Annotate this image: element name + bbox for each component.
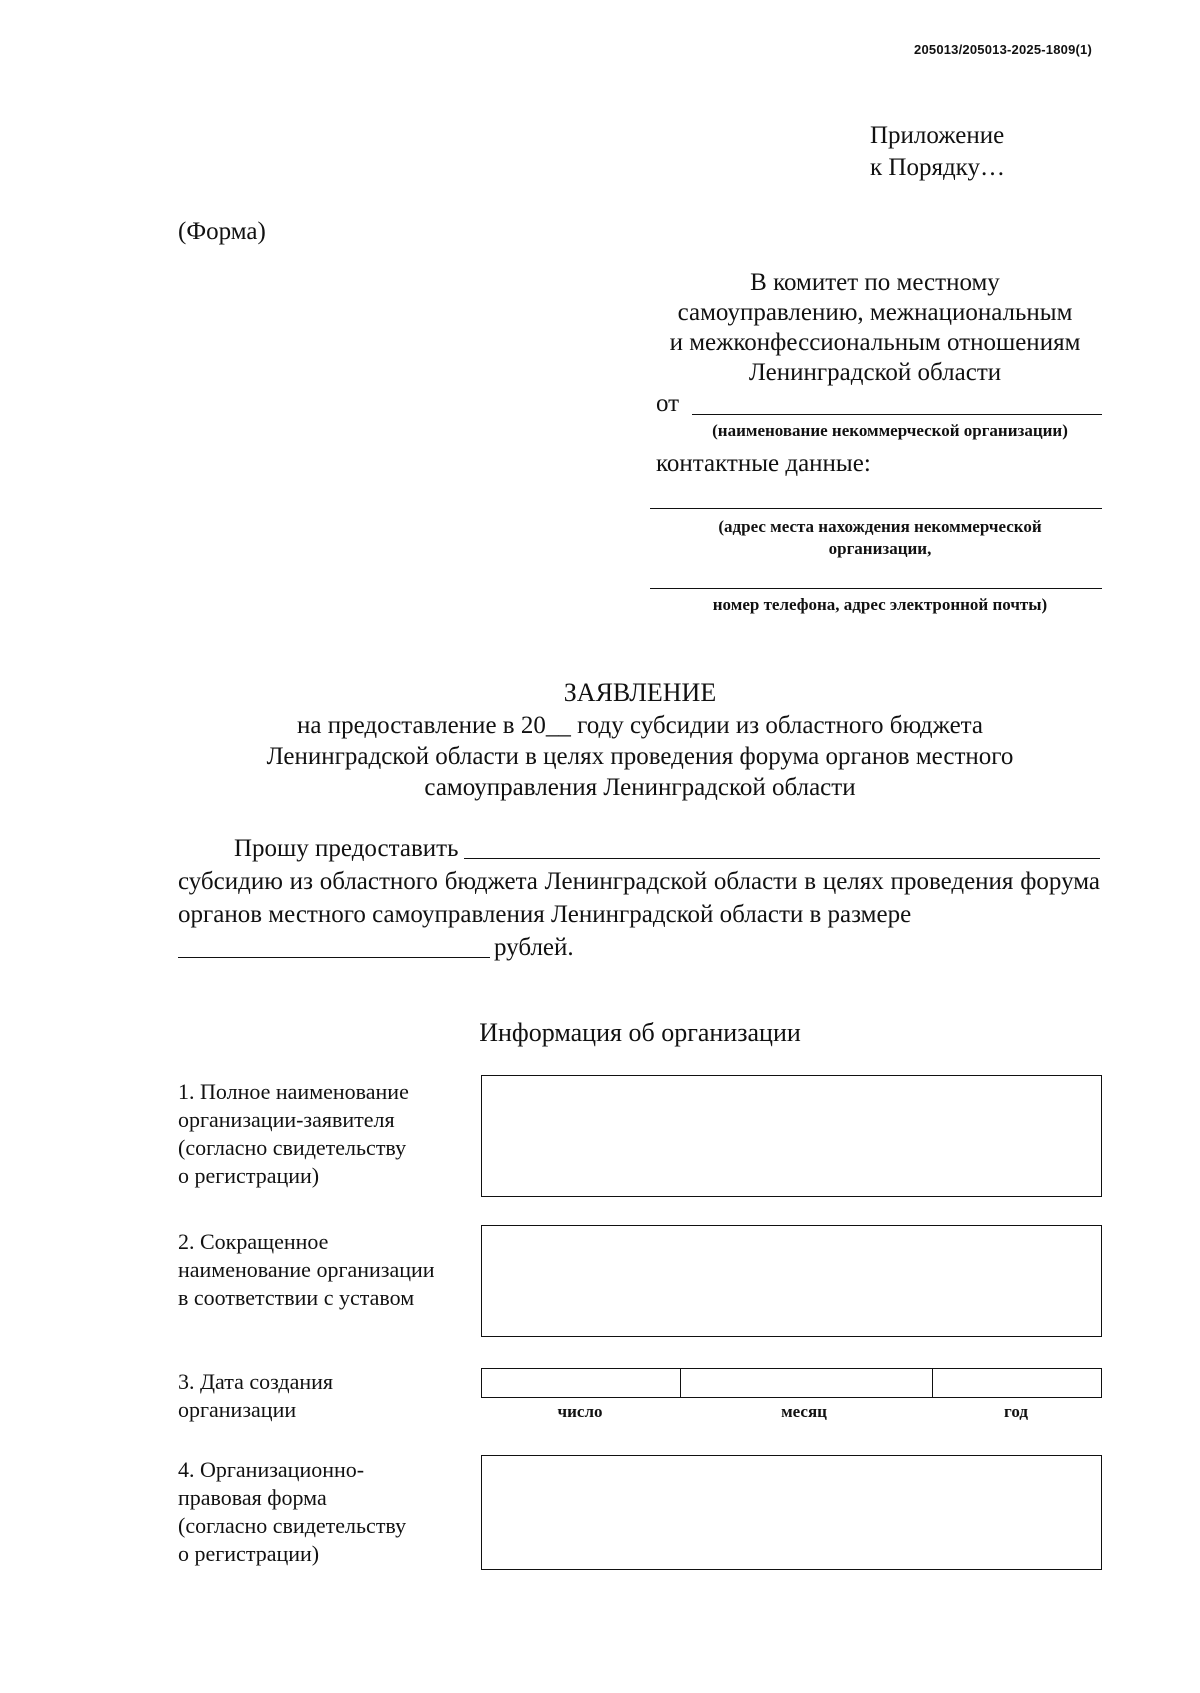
form-label: (Форма) — [178, 218, 266, 245]
date-month-caption: месяц — [781, 1402, 827, 1421]
field-3-label-line: организации — [178, 1397, 297, 1422]
field-1-label-line: (согласно свидетельству — [178, 1135, 407, 1160]
statement-subtitle — [230, 710, 1050, 803]
appendix-line-1: Приложение — [870, 122, 1005, 149]
field-4-label-line: о регистрации) — [178, 1541, 320, 1566]
full-name-input[interactable] — [481, 1075, 1102, 1197]
addressee-line-3: и межконфессиональным отношениям — [669, 329, 1081, 356]
appendix-line-2: к Порядку… — [870, 154, 1005, 181]
appendix-note — [870, 120, 1005, 184]
field-2-label — [178, 1228, 478, 1312]
request-text-1: Прошу предоставить — [234, 835, 459, 862]
statement-title: ЗАЯВЛЕНИЕ — [563, 678, 717, 707]
field-3-label — [178, 1368, 478, 1424]
creation-date-input — [481, 1368, 1102, 1398]
field-2-label-line: в соответствии с уставом — [178, 1285, 415, 1310]
info-title: Информация об организации — [479, 1018, 801, 1047]
field-1-label-line: 1. Полное наименование — [178, 1079, 409, 1104]
address-line[interactable] — [650, 508, 1102, 509]
field-2-label-line: наименование организации — [178, 1257, 435, 1282]
statement-subtitle-line-3: самоуправления Ленинградской области — [424, 774, 856, 801]
field-4-label — [178, 1456, 478, 1568]
phone-email-caption: номер телефона, адрес электронной почты) — [712, 595, 1048, 614]
request-text-3: рублей. — [494, 934, 574, 961]
request-paragraph — [178, 832, 1100, 964]
address-caption-line-1: (адрес места нахождения некоммерческой — [718, 517, 1042, 536]
contacts-label: контактные данные: — [656, 450, 871, 477]
field-4-label-line: правовая форма — [178, 1485, 327, 1510]
recipient-org-line[interactable] — [464, 832, 1100, 859]
addressee-line-4: Ленинградской области — [748, 359, 1002, 386]
field-1-label-line: организации-заявителя — [178, 1107, 395, 1132]
field-4-label-line: 4. Организационно- — [178, 1457, 365, 1482]
short-name-input[interactable] — [481, 1225, 1102, 1337]
from-org-name-caption: (наименование некоммерческой организации) — [712, 421, 1068, 440]
statement-subtitle-line-2: Ленинградской области в целях проведения форума органов местного — [266, 743, 1014, 770]
addressee-line-2: самоуправлению, межнациональным — [677, 299, 1073, 326]
field-3-label-line: 3. Дата создания — [178, 1369, 334, 1394]
field-4-label-line: (согласно свидетельству — [178, 1513, 407, 1538]
date-day-caption: число — [557, 1402, 603, 1421]
field-1-label-line: о регистрации) — [178, 1163, 320, 1188]
amount-line[interactable] — [178, 931, 490, 958]
field-2-label-line: 2. Сокращенное — [178, 1229, 329, 1254]
date-month-cell[interactable] — [680, 1369, 932, 1397]
address-caption-line-2: организации, — [828, 539, 932, 558]
address-caption — [660, 516, 1100, 560]
from-label: от — [656, 390, 680, 417]
request-text-2: субсидию из областного бюджета Ленинградской области в целях проведения форума органов местного самоуправления Ленинградской области в размере — [178, 868, 1100, 928]
date-year-cell[interactable] — [932, 1369, 1101, 1397]
legal-form-input[interactable] — [481, 1455, 1102, 1570]
field-1-label — [178, 1078, 478, 1190]
addressee-line-1: В комитет по местному — [750, 269, 1000, 296]
date-year-caption: год — [1004, 1402, 1028, 1421]
document-id: 205013/205013-2025-1809(1) — [914, 42, 1092, 57]
addressee-block — [640, 268, 1110, 388]
date-day-cell[interactable] — [482, 1369, 680, 1397]
phone-email-line[interactable] — [650, 588, 1102, 589]
from-org-name-line[interactable] — [692, 414, 1102, 415]
statement-subtitle-line-1: на предоставление в 20__ году субсидии из областного бюджета — [297, 712, 983, 739]
